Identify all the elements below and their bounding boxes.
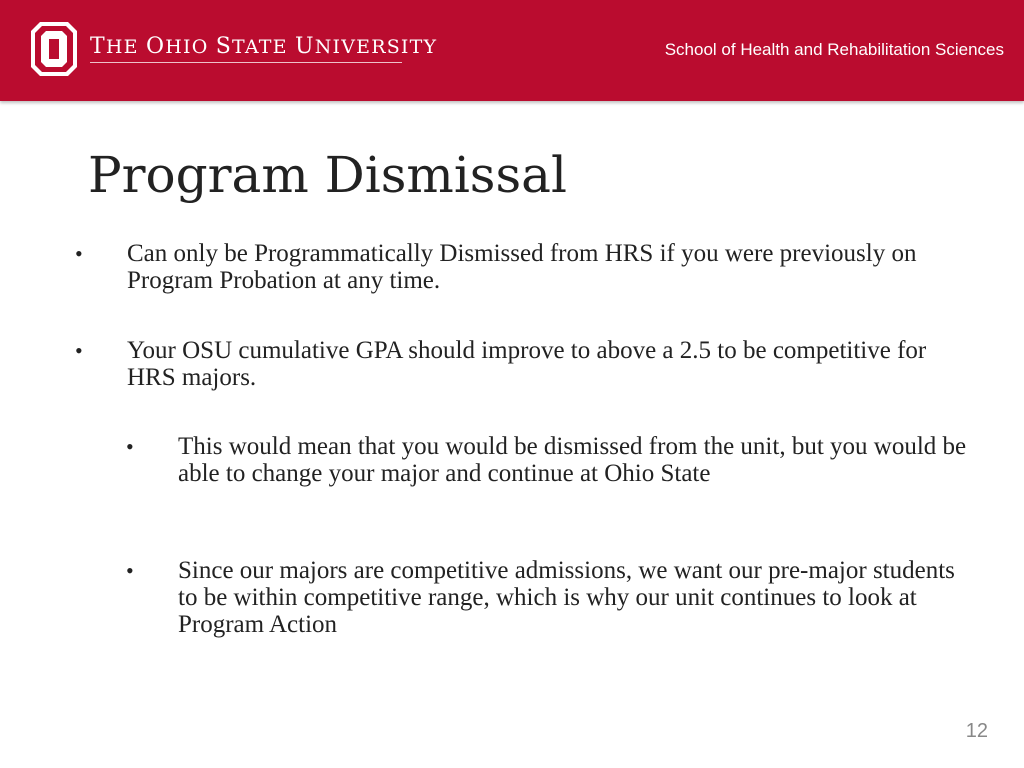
sub-bullet-text: Since our majors are competitive admissions, we want our pre-major students to be within competitive range, which is why our unit continues to look at Program Action (178, 557, 955, 638)
bullet-text: Your OSU cumulative GPA should improve to above a 2.5 to be competitive for HRS majors. (127, 337, 927, 391)
university-wordmark: THE OHIO STATE UNIVERSITY (90, 34, 438, 59)
sub-bullet-text: This would mean that you would be dismissed from the unit, but you would be able to change your major and continue at Ohio State (178, 433, 967, 487)
wordmark-underline (90, 62, 402, 63)
header-bar (0, 0, 1024, 101)
sub-bullet-marker: • (126, 558, 134, 583)
bullet-item (75, 337, 967, 391)
school-name: School of Health and Rehabilitation Sciences (664, 40, 1004, 59)
osu-block-o-logo (30, 21, 78, 77)
bullet-item (75, 240, 967, 294)
bullet-text: Can only be Programmatically Dismissed from HRS if you were previously on Program Probation at any time. (127, 240, 917, 294)
sub-bullet-marker: • (126, 434, 134, 459)
sub-bullet-item (126, 557, 968, 638)
bullet-marker: • (75, 338, 83, 363)
slide-title: Program Dismissal (88, 146, 567, 204)
bullet-marker: • (75, 241, 83, 266)
sub-bullet-item (126, 433, 968, 487)
page-number: 12 (965, 720, 988, 742)
